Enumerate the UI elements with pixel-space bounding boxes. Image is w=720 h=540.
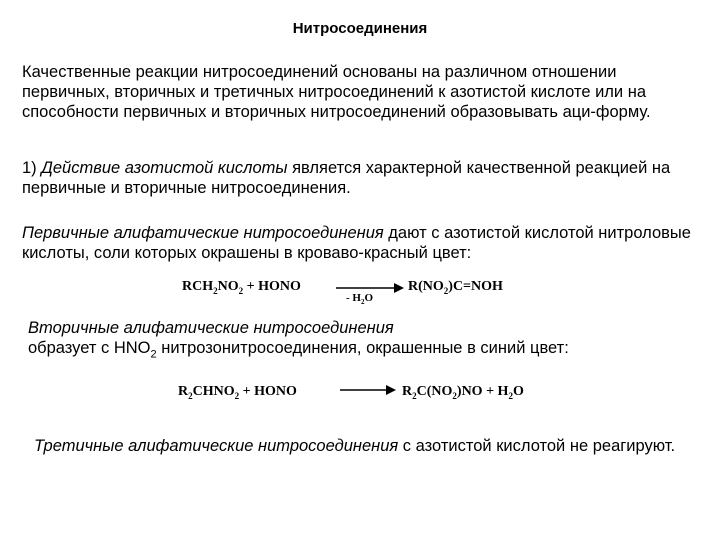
reaction-1-reactants: $RCH_2NO_2$ + HONO	[182, 279, 301, 296]
point-1-italic: Действие азотистой кислоты	[41, 159, 288, 177]
point-1-number: 1)	[22, 159, 42, 177]
secondary-text-b: нитрозонитросоединения, окрашенные в синий цвет:	[156, 339, 569, 357]
page-title: Нитросоединения	[292, 20, 428, 37]
reaction-1-product: $R(NO_2)C=NOH$	[408, 279, 503, 296]
secondary-italic: Вторичные алифатические нитросоединения	[28, 319, 394, 337]
secondary-paragraph	[28, 318, 708, 364]
tertiary-paragraph	[34, 436, 694, 456]
point-1-paragraph	[22, 158, 702, 198]
primary-rest: дают с азотистой кислотой нитроловые кислоты, соли которых окрашены в кроваво-красный цвет:	[22, 224, 691, 262]
reaction-1-condition: - $H_2O$	[346, 292, 374, 307]
primary-italic: Первичные алифатические нитросоединения	[22, 224, 384, 242]
reaction-2-products: $R_2C(NO_2)NO + H_2O$	[402, 384, 524, 401]
secondary-text-a: образует с HNO	[28, 339, 151, 357]
point-1-rest: является характерной качественной реакцией на первичные и вторичные нитросоединения.	[22, 159, 671, 197]
intro-paragraph: Качественные реакции нитросоединений основаны на различном отношении первичных, вторичных и третичных нитросоединений к азотистой кислоте или на способности первичных и вторичных нитросоединений образовывать аци-форму.	[22, 63, 651, 121]
tertiary-italic: Третичные алифатические нитросоединения	[34, 437, 399, 455]
tertiary-rest: с азотистой кислотой не реагируют.	[398, 437, 676, 455]
reaction-2-arrow-icon	[340, 384, 396, 396]
reaction-2-reactants: $R_2CHNO_2$ + HONO	[178, 384, 297, 401]
primary-paragraph	[22, 223, 702, 263]
secondary-sub: 2	[150, 348, 157, 361]
